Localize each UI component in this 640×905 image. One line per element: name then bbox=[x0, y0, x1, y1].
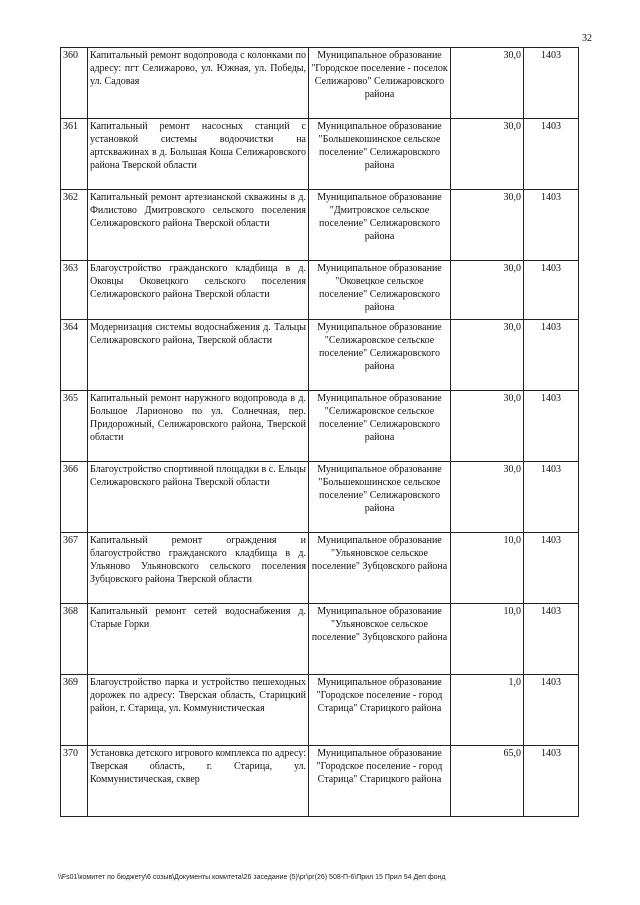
amount: 30,0 bbox=[451, 261, 524, 320]
amount: 30,0 bbox=[451, 48, 524, 119]
row-number: 361 bbox=[61, 119, 88, 190]
municipality: Муниципальное образование "Большекошинское сельское поселение" Селижаровского района bbox=[309, 119, 451, 190]
amount: 30,0 bbox=[451, 320, 524, 391]
project-description: Капитальный ремонт насосных станций с установкой системы водоочистки на артскважинах в д. Большая Коша Селижаровского района Тверской области bbox=[88, 119, 309, 190]
project-description: Благоустройство парка и устройство пешеходных дорожек по адресу: Тверская область, Старицкий район, г. Старица, ул. Коммунистическая bbox=[88, 675, 309, 746]
budget-code: 1403 bbox=[524, 48, 579, 119]
budget-code: 1403 bbox=[524, 604, 579, 675]
row-number: 370 bbox=[61, 746, 88, 817]
project-description: Капитальный ремонт сетей водоснабжения д. Старые Горки bbox=[88, 604, 309, 675]
table-row bbox=[61, 190, 579, 261]
budget-code: 1403 bbox=[524, 675, 579, 746]
table-row bbox=[61, 533, 579, 604]
budget-code: 1403 bbox=[524, 261, 579, 320]
municipality: Муниципальное образование "Оковецкое сельское поселение" Селижаровского района bbox=[309, 261, 451, 320]
table-row bbox=[61, 604, 579, 675]
table-row bbox=[61, 119, 579, 190]
amount: 30,0 bbox=[451, 462, 524, 533]
row-number: 363 bbox=[61, 261, 88, 320]
municipality: Муниципальное образование "Селижаровское сельское поселение" Селижаровского района bbox=[309, 320, 451, 391]
table-row bbox=[61, 675, 579, 746]
amount: 10,0 bbox=[451, 604, 524, 675]
row-number: 365 bbox=[61, 391, 88, 462]
row-number: 364 bbox=[61, 320, 88, 391]
page-number: 32 bbox=[582, 33, 592, 44]
projects-table bbox=[60, 47, 579, 817]
amount: 10,0 bbox=[451, 533, 524, 604]
municipality: Муниципальное образование "Городское поселение - город Старица" Старицкого района bbox=[309, 746, 451, 817]
table-row bbox=[61, 261, 579, 320]
project-description: Капитальный ремонт водопровода с колонками по адресу: пгт Селижарово, ул. Южная, ул. Победы, ул. Садовая bbox=[88, 48, 309, 119]
amount: 65,0 bbox=[451, 746, 524, 817]
municipality: Муниципальное образование "Городское поселение - поселок Селижарово" Селижаровского района bbox=[309, 48, 451, 119]
budget-code: 1403 bbox=[524, 533, 579, 604]
project-description: Капитальный ремонт ограждения и благоустройство гражданского кладбища в д. Ульяново Ульяновского сельского поселения Зубцовского района Тверской области bbox=[88, 533, 309, 604]
row-number: 362 bbox=[61, 190, 88, 261]
amount: 1,0 bbox=[451, 675, 524, 746]
row-number: 367 bbox=[61, 533, 88, 604]
budget-code: 1403 bbox=[524, 190, 579, 261]
table-row bbox=[61, 462, 579, 533]
municipality: Муниципальное образование "Селижаровское сельское поселение" Селижаровского района bbox=[309, 391, 451, 462]
table-row bbox=[61, 320, 579, 391]
budget-code: 1403 bbox=[524, 320, 579, 391]
municipality: Муниципальное образование "Городское поселение - город Старица" Старицкого района bbox=[309, 675, 451, 746]
table-body bbox=[61, 48, 579, 817]
municipality: Муниципальное образование "Ульяновское сельское поселение" Зубцовского района bbox=[309, 533, 451, 604]
project-description: Благоустройство спортивной площадки в с. Ельцы Селижаровского района Тверской области bbox=[88, 462, 309, 533]
table-row bbox=[61, 48, 579, 119]
row-number: 369 bbox=[61, 675, 88, 746]
budget-code: 1403 bbox=[524, 746, 579, 817]
table-row bbox=[61, 391, 579, 462]
budget-code: 1403 bbox=[524, 391, 579, 462]
project-description: Модернизация системы водоснабжения д. Тальцы Селижаровского района, Тверской области bbox=[88, 320, 309, 391]
amount: 30,0 bbox=[451, 190, 524, 261]
amount: 30,0 bbox=[451, 119, 524, 190]
row-number: 368 bbox=[61, 604, 88, 675]
row-number: 366 bbox=[61, 462, 88, 533]
budget-code: 1403 bbox=[524, 119, 579, 190]
project-description: Установка детского игрового комплекса по адресу: Тверская область, г. Старица, ул. Коммунистическая, сквер bbox=[88, 746, 309, 817]
file-path-footer: \\Fs01\комитет по бюджету\6 созыв\Документы комитета\26 заседание (5)\рг\рг(26) 508-П-6\Прил 15 Прил 54 Деп фонд bbox=[58, 874, 446, 881]
row-number: 360 bbox=[61, 48, 88, 119]
project-description: Капитальный ремонт артезианской скважины в д. Филистово Дмитровского сельского поселения Селижаровского района Тверской области bbox=[88, 190, 309, 261]
project-description: Капитальный ремонт наружного водопровода в д. Большое Ларионово по ул. Солнечная, пер. Придорожный, Селижаровского района, Тверской области bbox=[88, 391, 309, 462]
budget-code: 1403 bbox=[524, 462, 579, 533]
municipality: Муниципальное образование "Ульяновское сельское поселение" Зубцовского района bbox=[309, 604, 451, 675]
amount: 30,0 bbox=[451, 391, 524, 462]
municipality: Муниципальное образование "Дмитровское сельское поселение" Селижаровского района bbox=[309, 190, 451, 261]
municipality: Муниципальное образование "Большекошинское сельское поселение" Селижаровского района bbox=[309, 462, 451, 533]
table-row bbox=[61, 746, 579, 817]
project-description: Благоустройство гражданского кладбища в д. Оковцы Оковецкого сельского поселения Селижаровского района Тверской области bbox=[88, 261, 309, 320]
